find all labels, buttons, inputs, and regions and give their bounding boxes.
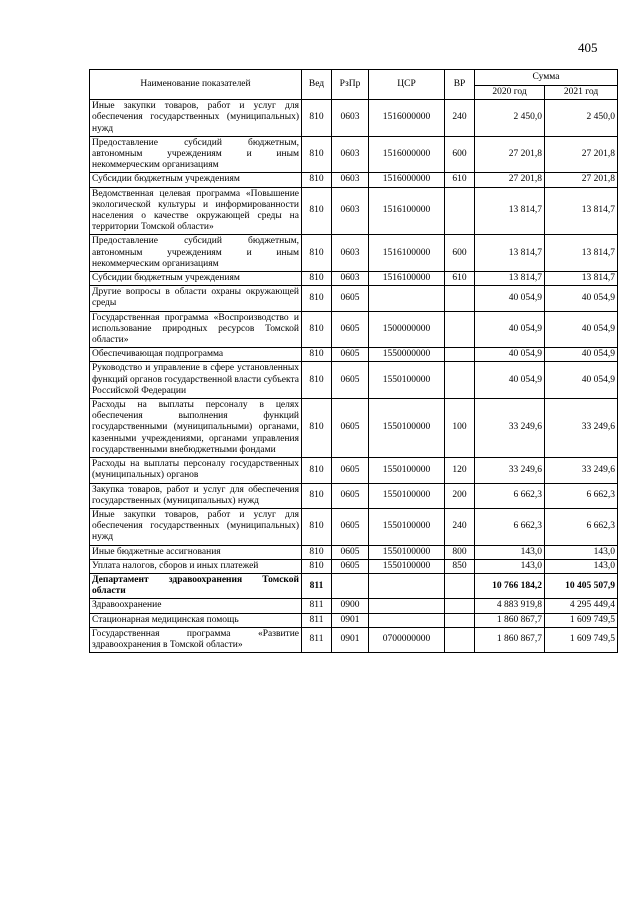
row-vr — [445, 286, 475, 311]
table-row — [90, 399, 618, 458]
row-name: Ведомственная целевая программа «Повышение экологической культуры и информированности населения о качестве окружающей среды на территории Томской области» — [90, 187, 302, 235]
table-row — [90, 483, 618, 508]
row-rzpr — [332, 573, 369, 598]
row-sum-2021: 6 662,3 — [545, 483, 618, 508]
table-row — [90, 458, 618, 483]
row-sum-2020: 40 054,9 — [475, 286, 545, 311]
row-sum-2021: 13 814,7 — [545, 235, 618, 272]
row-vr — [445, 362, 475, 399]
row-name: Расходы на выплаты персоналу государственных (муниципальных) органов — [90, 458, 302, 483]
header-year-2021: 2021 год — [545, 86, 618, 100]
table-row — [90, 348, 618, 362]
table-row — [90, 627, 618, 652]
row-vr: 610 — [445, 173, 475, 187]
row-sum-2021: 143,0 — [545, 545, 618, 559]
row-ved: 810 — [302, 348, 332, 362]
header-ved: Вед — [302, 70, 332, 100]
table-row — [90, 235, 618, 272]
header-csr: ЦСР — [369, 70, 445, 100]
row-ved: 811 — [302, 573, 332, 598]
row-vr — [445, 573, 475, 598]
row-name: Иные закупки товаров, работ и услуг для обеспечения государственных (муниципальных) нужд — [90, 508, 302, 545]
row-rzpr: 0605 — [332, 348, 369, 362]
row-sum-2021: 143,0 — [545, 559, 618, 573]
row-sum-2020: 13 814,7 — [475, 235, 545, 272]
row-name: Иные закупки товаров, работ и услуг для обеспечения государственных (муниципальных) нужд — [90, 100, 302, 137]
row-sum-2020: 40 054,9 — [475, 348, 545, 362]
row-vr: 600 — [445, 136, 475, 173]
table-row — [90, 272, 618, 286]
row-vr — [445, 311, 475, 348]
header-name: Наименование показателей — [90, 70, 302, 100]
row-rzpr: 0901 — [332, 627, 369, 652]
row-name: Уплата налогов, сборов и иных платежей — [90, 559, 302, 573]
row-ved: 810 — [302, 362, 332, 399]
row-csr: 1516000000 — [369, 100, 445, 137]
row-vr — [445, 187, 475, 235]
row-name: Департамент здравоохранения Томской области — [90, 573, 302, 598]
row-rzpr: 0605 — [332, 559, 369, 573]
row-sum-2021: 40 054,9 — [545, 311, 618, 348]
row-name: Обеспечивающая подпрограмма — [90, 348, 302, 362]
row-vr: 100 — [445, 399, 475, 458]
row-csr: 1550100000 — [369, 508, 445, 545]
budget-table — [89, 69, 618, 653]
row-vr: 240 — [445, 100, 475, 137]
table-row — [90, 508, 618, 545]
row-ved: 810 — [302, 187, 332, 235]
row-vr: 120 — [445, 458, 475, 483]
row-name: Субсидии бюджетным учреждениям — [90, 272, 302, 286]
row-sum-2021: 40 054,9 — [545, 286, 618, 311]
row-sum-2020: 40 054,9 — [475, 362, 545, 399]
row-csr: 1550100000 — [369, 483, 445, 508]
row-vr: 850 — [445, 559, 475, 573]
row-sum-2020: 10 766 184,2 — [475, 573, 545, 598]
row-csr: 1500000000 — [369, 311, 445, 348]
table-row — [90, 187, 618, 235]
row-ved: 810 — [302, 100, 332, 137]
row-sum-2021: 2 450,0 — [545, 100, 618, 137]
row-sum-2020: 2 450,0 — [475, 100, 545, 137]
table-row — [90, 599, 618, 613]
row-sum-2020: 6 662,3 — [475, 483, 545, 508]
row-sum-2021: 1 609 749,5 — [545, 613, 618, 627]
table-header — [90, 70, 618, 100]
row-csr: 1516100000 — [369, 272, 445, 286]
row-csr — [369, 599, 445, 613]
row-rzpr: 0900 — [332, 599, 369, 613]
row-csr — [369, 286, 445, 311]
row-rzpr: 0901 — [332, 613, 369, 627]
row-name: Субсидии бюджетным учреждениям — [90, 173, 302, 187]
row-ved: 810 — [302, 483, 332, 508]
row-vr — [445, 599, 475, 613]
row-vr — [445, 627, 475, 652]
header-vr: ВР — [445, 70, 475, 100]
row-ved: 810 — [302, 173, 332, 187]
row-sum-2020: 33 249,6 — [475, 399, 545, 458]
row-csr: 1550100000 — [369, 362, 445, 399]
row-ved: 810 — [302, 559, 332, 573]
row-rzpr: 0603 — [332, 100, 369, 137]
row-rzpr: 0603 — [332, 136, 369, 173]
row-sum-2021: 13 814,7 — [545, 272, 618, 286]
row-vr: 240 — [445, 508, 475, 545]
row-csr: 1550100000 — [369, 399, 445, 458]
row-csr — [369, 613, 445, 627]
header-rzpr: РзПр — [332, 70, 369, 100]
row-csr: 1516000000 — [369, 136, 445, 173]
row-ved: 811 — [302, 613, 332, 627]
row-rzpr: 0603 — [332, 173, 369, 187]
row-sum-2020: 27 201,8 — [475, 173, 545, 187]
row-rzpr: 0603 — [332, 235, 369, 272]
row-vr: 800 — [445, 545, 475, 559]
page-number: 405 — [578, 40, 598, 55]
row-ved: 810 — [302, 508, 332, 545]
row-ved: 810 — [302, 235, 332, 272]
row-ved: 810 — [302, 458, 332, 483]
row-name: Здравоохранение — [90, 599, 302, 613]
row-rzpr: 0605 — [332, 458, 369, 483]
row-rzpr: 0603 — [332, 187, 369, 235]
row-sum-2021: 33 249,6 — [545, 399, 618, 458]
table-row — [90, 559, 618, 573]
row-sum-2021: 33 249,6 — [545, 458, 618, 483]
row-sum-2020: 4 883 919,8 — [475, 599, 545, 613]
row-rzpr: 0605 — [332, 508, 369, 545]
row-csr: 1516100000 — [369, 187, 445, 235]
row-sum-2020: 143,0 — [475, 559, 545, 573]
row-csr: 0700000000 — [369, 627, 445, 652]
row-rzpr: 0605 — [332, 545, 369, 559]
header-sum: Сумма — [475, 70, 618, 86]
row-sum-2021: 40 054,9 — [545, 348, 618, 362]
row-vr: 600 — [445, 235, 475, 272]
row-sum-2020: 13 814,7 — [475, 187, 545, 235]
row-name: Расходы на выплаты персоналу в целях обеспечения выполнения функций государственными (муниципальными) органами, казенными учреждениями, органами управления государственными внебюджетными фондами — [90, 399, 302, 458]
row-sum-2020: 27 201,8 — [475, 136, 545, 173]
row-ved: 810 — [302, 286, 332, 311]
row-rzpr: 0605 — [332, 362, 369, 399]
table-row — [90, 100, 618, 137]
table-row — [90, 613, 618, 627]
row-sum-2020: 143,0 — [475, 545, 545, 559]
row-vr — [445, 348, 475, 362]
row-csr: 1550100000 — [369, 559, 445, 573]
row-sum-2020: 13 814,7 — [475, 272, 545, 286]
row-csr: 1516000000 — [369, 173, 445, 187]
row-sum-2020: 6 662,3 — [475, 508, 545, 545]
row-vr: 200 — [445, 483, 475, 508]
row-ved: 810 — [302, 399, 332, 458]
row-sum-2021: 1 609 749,5 — [545, 627, 618, 652]
header-year-2020: 2020 год — [475, 86, 545, 100]
row-name: Руководство и управление в сфере установленных функций органов государственной власти субъекта Российской Федерации — [90, 362, 302, 399]
row-sum-2021: 40 054,9 — [545, 362, 618, 399]
row-rzpr: 0605 — [332, 399, 369, 458]
row-rzpr: 0605 — [332, 483, 369, 508]
row-vr — [445, 613, 475, 627]
row-rzpr: 0605 — [332, 311, 369, 348]
row-ved: 810 — [302, 272, 332, 286]
table-row — [90, 311, 618, 348]
row-sum-2021: 10 405 507,9 — [545, 573, 618, 598]
row-name: Закупка товаров, работ и услуг для обеспечения государственных (муниципальных) нужд — [90, 483, 302, 508]
row-csr: 1550100000 — [369, 545, 445, 559]
row-rzpr: 0603 — [332, 272, 369, 286]
table-row — [90, 136, 618, 173]
row-sum-2021: 6 662,3 — [545, 508, 618, 545]
row-ved: 811 — [302, 627, 332, 652]
row-sum-2021: 13 814,7 — [545, 187, 618, 235]
row-ved: 811 — [302, 599, 332, 613]
table-body — [90, 100, 618, 653]
row-vr: 610 — [445, 272, 475, 286]
table-row — [90, 545, 618, 559]
row-rzpr: 0605 — [332, 286, 369, 311]
table-row — [90, 362, 618, 399]
row-csr: 1550000000 — [369, 348, 445, 362]
row-sum-2021: 27 201,8 — [545, 173, 618, 187]
row-sum-2021: 4 295 449,4 — [545, 599, 618, 613]
row-sum-2020: 40 054,9 — [475, 311, 545, 348]
row-sum-2020: 1 860 867,7 — [475, 627, 545, 652]
row-name: Иные бюджетные ассигнования — [90, 545, 302, 559]
row-sum-2021: 27 201,8 — [545, 136, 618, 173]
row-ved: 810 — [302, 311, 332, 348]
row-sum-2020: 1 860 867,7 — [475, 613, 545, 627]
row-csr: 1550100000 — [369, 458, 445, 483]
row-ved: 810 — [302, 136, 332, 173]
table-row — [90, 173, 618, 187]
table-row — [90, 286, 618, 311]
row-name: Стационарная медицинская помощь — [90, 613, 302, 627]
row-name: Государственная программа «Развитие здравоохранения в Томской области» — [90, 627, 302, 652]
row-name: Государственная программа «Воспроизводство и использование природных ресурсов Томской области» — [90, 311, 302, 348]
row-name: Предоставление субсидий бюджетным, автономным учреждениям и иным некоммерческим организациям — [90, 136, 302, 173]
row-sum-2020: 33 249,6 — [475, 458, 545, 483]
row-csr — [369, 573, 445, 598]
row-name: Предоставление субсидий бюджетным, автономным учреждениям и иным некоммерческим организациям — [90, 235, 302, 272]
row-ved: 810 — [302, 545, 332, 559]
table-row — [90, 573, 618, 598]
row-csr: 1516100000 — [369, 235, 445, 272]
row-name: Другие вопросы в области охраны окружающей среды — [90, 286, 302, 311]
